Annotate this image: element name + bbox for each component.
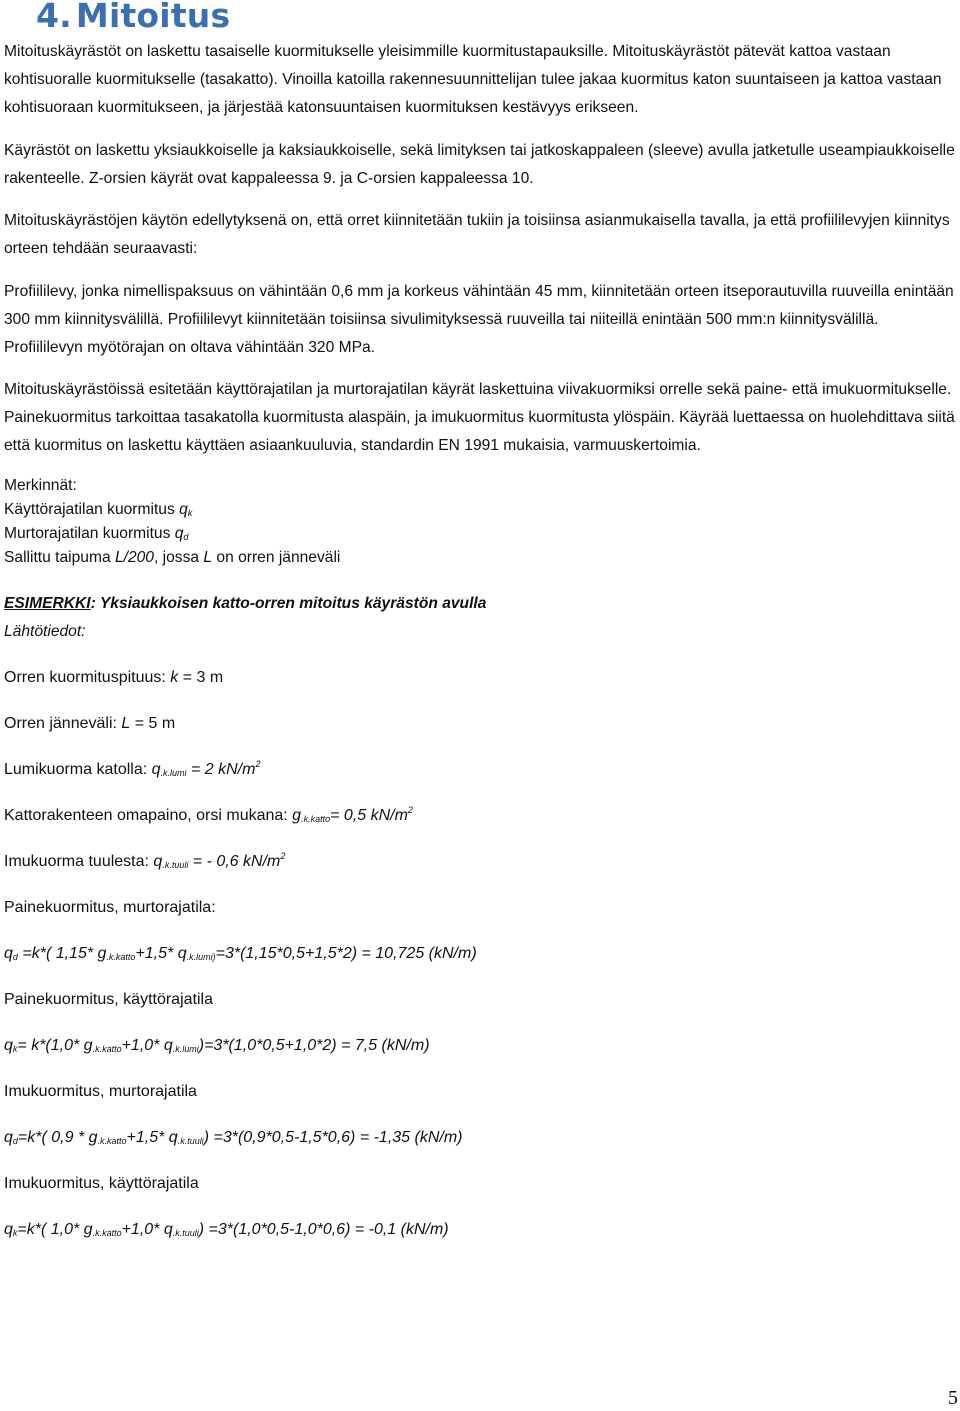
notation-item: Sallittu taipuma L/200, jossa L on orren jänneväli [4, 549, 341, 566]
section-number: 4. [36, 0, 72, 35]
paragraph-spans: Käyrästöt on laskettu yksiaukkoiselle ja kaksiaukkoiselle, sekä limityksen tai jatkoskappaleen (sleeve) avulla jatketulle useampiaukkoiselle rakenteelle. Z-orsien käyrät ovat kappaleessa 9. ja C-orsien kappaleessa 10. [4, 142, 955, 187]
notation-item: Käyttörajatilan kuormitus $q_k$ [4, 501, 193, 518]
case-heading: Imukuormitus, murtorajatila [4, 1083, 197, 1100]
notation-item: Murtorajatilan kuormitus $q_d$ [4, 525, 189, 542]
input-span-length: Orren jänneväli: L = 5 m [4, 715, 176, 732]
paragraph-requirements: Mitoituskäyrästöjen käytön edellytyksenä on, että orret kiinnitetään tukiin ja toisiinsa asianmukaisella tavalla, ja että profiililevyjen kiinnitys orteen tehdään seuraavasti: [4, 212, 950, 257]
notation-title: Merkinnät: [4, 477, 77, 494]
formula-pressure-sls: $q_k= k*(1,0*$ $g_{.k.katto}+1,0*$ $q_{.k.lumi})=3*(1,0*0,5+1,0*2) = 7,5$ (kN/m) [4, 1037, 430, 1054]
formula-suction-uls: $q_d=k*$( $0,9 * g_{.k.katto}+1,5*$ $q_{.k.tuuli}) =3*(0,9*0,5-1,5*0,6) = -1,35$ (kN/m) [4, 1129, 463, 1146]
case-heading: Painekuormitus, murtorajatila: [4, 899, 216, 916]
case-heading: Imukuormitus, käyttörajatila [4, 1175, 199, 1192]
document-body [4, 38, 956, 1262]
input-snow-load: Lumikuorma katolla: $q_{.k.lumi} = 2$ $kN/m^2$ [4, 759, 261, 778]
section-heading [36, 0, 230, 35]
input-load-width: Orren kuormituspituus: k = 3 m [4, 669, 224, 686]
formula-suction-sls: $q_k=k*$( 1,0* $g_{.k.katto}+1,0*$ $q_{.k.tuuli}) =3*(1,0*0,5-1,0*0,6) = -0,1$ (kN/m) [4, 1221, 449, 1238]
case-heading: Painekuormitus, käyttörajatila [4, 991, 213, 1008]
formula-pressure-uls: $q_d =k*$( 1,15* $g_{.k.katto}+1,5*$ $q_{.k.lumi)}=3*(1,15*0,5+1,5*2) = 10,725$ (kN/m) [4, 945, 477, 962]
example-section [4, 590, 956, 1244]
example-subtitle: Lähtötiedot: [4, 623, 86, 640]
paragraph-scope: Mitoituskäyrästöt on laskettu tasaiselle kuormitukselle yleisimmille kuormitustapauksille. Mitoituskäyrästöt pätevät kattoa vastaan kohtisuoralle kuormitukselle (tasakatto). Vinoilla katoilla rakennesuunnittelijan tulee jakaa kuormitus katon suuntaiseen ja kattoa vastaan kohtisuoraan kuormitukseen, ja järjestää katonsuuntaisen kuormituksen kestävyys erikseen. [4, 43, 942, 116]
page-number: 5 [948, 1387, 958, 1409]
input-dead-load: Kattorakenteen omapaino, orsi mukana: $g_{.k.katto}= 0,5$ $kN/m^2$ [4, 805, 413, 824]
example-title: ESIMERKKI: Yksiaukkoisen katto-orren mitoitus käyrästön avulla [4, 595, 487, 612]
paragraph-fastening: Profiililevy, jonka nimellispaksuus on vähintään 0,6 mm ja korkeus vähintään 45 mm, kiinnitetään orteen itseporautuvilla ruuveilla enintään 300 mm kiinnitysvälillä. Profiililevyt kiinnitetään toisiinsa sivulimityksessä ruuveilla tai niiteillä enintään 500 mm:n kiinnitysvälillä. Profiililevyn myötörajan on oltava vähintään 320 MPa. [4, 283, 954, 356]
paragraph-curves: Mitoituskäyrästöissä esitetään käyttörajatilan ja murtorajatilan käyrät laskettuina viivakuormiksi orrelle sekä paine- että imukuormitukselle. Painekuormitus tarkoittaa tasakatolla kuormitusta alaspäin, ja imukuormitus kuormitusta ylöspäin. Käyrää luettaessa on huolehdittava siitä että kuormitus on laskettu käyttäen asiaankuuluvia, standardin EN 1991 mukaisia, varmuuskertoimia. [4, 381, 955, 454]
notation-list [4, 474, 956, 570]
section-title: Mitoitus [75, 0, 231, 35]
input-wind-suction: Imukuorma tuulesta: $q_{.k.tuuli}$ = - 0,6 $kN/m^2$ [4, 851, 286, 870]
